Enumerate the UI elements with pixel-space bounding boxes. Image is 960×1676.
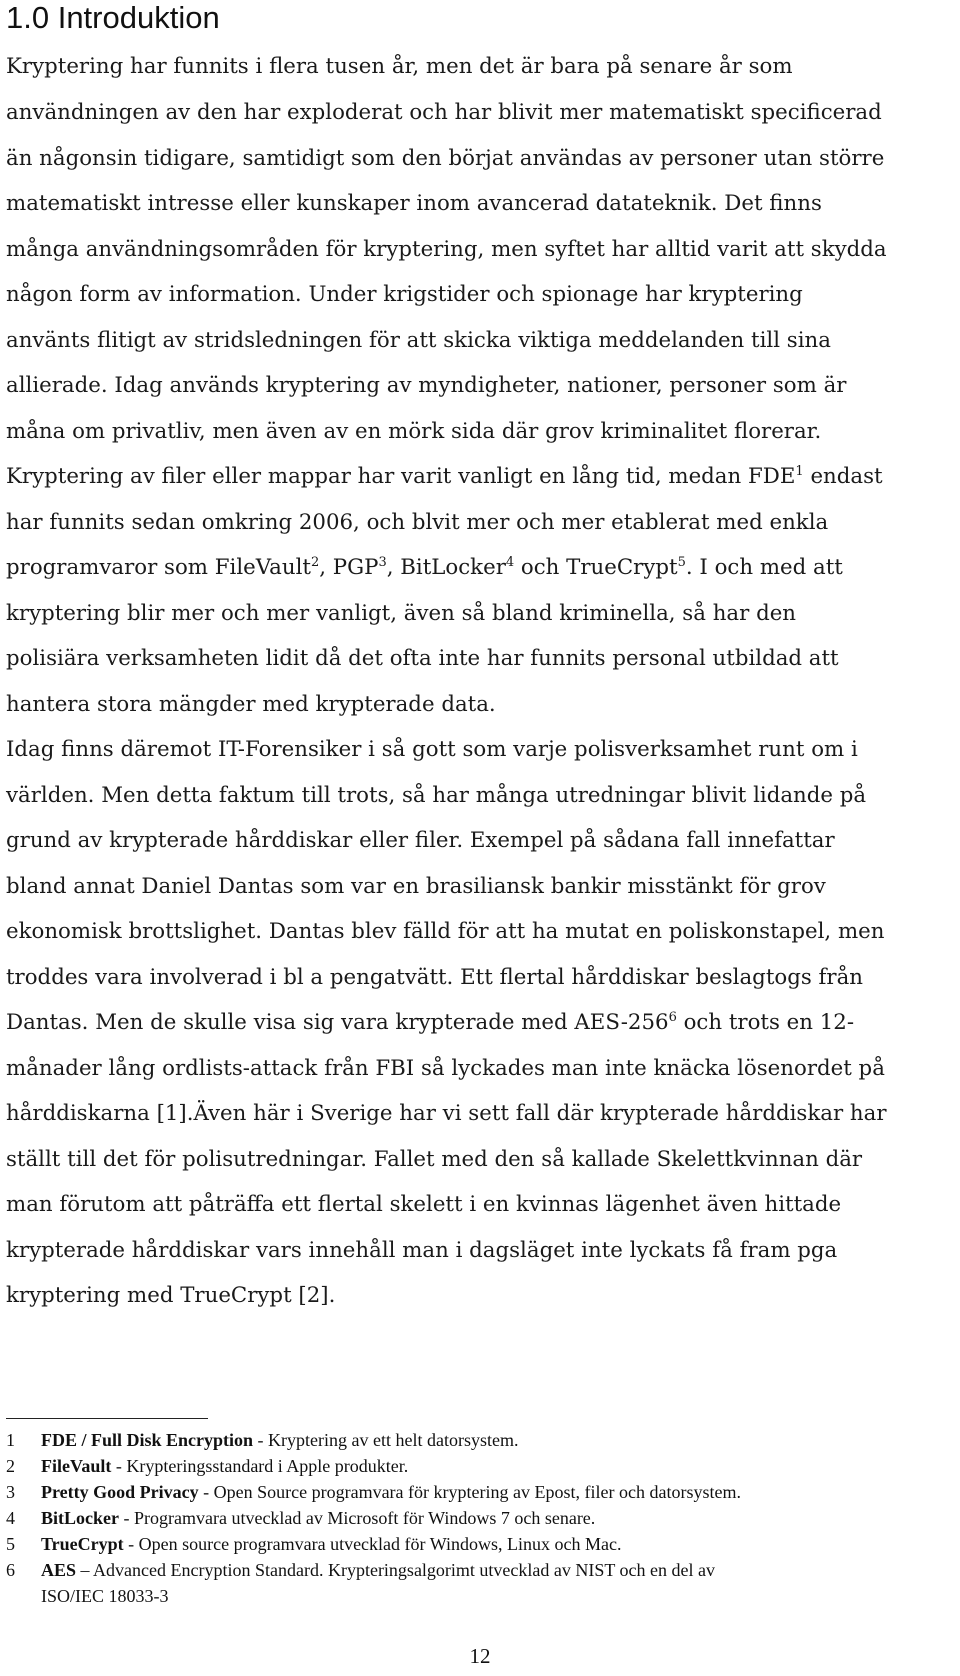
footnote-ref: 2 — [310, 554, 320, 570]
body-text: . I och med att — [685, 555, 843, 580]
body-line: hårddiskarna [1].Även här i Sverige har vi sett fall där krypterade hårddiskar har — [6, 1101, 887, 1126]
footnote-ref: 1 — [795, 463, 804, 479]
footnote-text: - Open Source programvara för kryptering av Epost, filer och datorsystem. — [198, 1482, 741, 1502]
body-text: endast — [803, 464, 883, 489]
body-line: kryptering blir mer och mer vanligt, även så bland kriminella, så har den — [6, 601, 797, 626]
body-text: Dantas. Men de skulle visa sig vara krypterade med AES-256 — [6, 1010, 669, 1035]
footnote-term: FDE / Full Disk Encryption — [41, 1430, 254, 1450]
footnote-ref: 5 — [677, 554, 686, 570]
body-line: ställt till det för polisutredningar. Fallet med den så kallade Skelettkvinnan där — [6, 1147, 863, 1172]
section-heading: 1.0 Introduktion — [6, 0, 220, 35]
body-line: grund av krypterade hårddiskar eller filer. Exempel på sådana fall innefattar — [6, 828, 835, 853]
body-line: polisiära verksamheten lidit då det ofta inte har funnits personal utbildad att — [6, 646, 839, 671]
body-text: Kryptering av filer eller mappar har varit vanligt en lång tid, medan FDE — [6, 464, 796, 489]
footnote-ref: 6 — [668, 1009, 677, 1025]
body-text: och trots en 12- — [676, 1010, 855, 1035]
body-line: allierade. Idag används kryptering av myndigheter, nationer, personer som är — [6, 373, 847, 398]
footnote-term: AES — [41, 1560, 77, 1580]
body-line: någon form av information. Under krigstider och spionage har kryptering — [6, 282, 803, 307]
body-line: Kryptering har funnits i flera tusen år, men det är bara på senare år som — [6, 54, 793, 79]
body-line — [6, 462, 883, 492]
footnote-term: BitLocker — [41, 1508, 119, 1528]
footnote-number: 3 — [6, 1482, 15, 1502]
footnote-separator — [6, 1418, 208, 1419]
footnote-number: 4 — [6, 1508, 15, 1528]
footnote-text: - Open source programvara utvecklad för Windows, Linux och Mac. — [123, 1534, 622, 1554]
body-line: troddes vara involverad i bl a pengatvätt. Ett flertal hårddiskar beslagtogs från — [6, 965, 864, 990]
body-line: har funnits sedan omkring 2006, och blvit mer och mer etablerat med enkla — [6, 510, 829, 535]
body-line: månader lång ordlists-attack från FBI så lyckades man inte knäcka lösenordet på — [6, 1056, 885, 1081]
footnote-number: 1 — [6, 1430, 15, 1450]
body-line: använts flitigt av stridsledningen för att skicka viktiga meddelanden till sina — [6, 328, 831, 353]
body-text: , PGP — [319, 555, 379, 580]
body-text: programvaror som FileVault — [6, 555, 311, 580]
body-line: krypterade hårddiskar vars innehåll man i dagsläget inte lyckats få fram pga — [6, 1238, 838, 1263]
footnote-continuation: ISO/IEC 18033-3 — [41, 1586, 169, 1606]
body-line: hantera stora mängder med krypterade data. — [6, 692, 496, 717]
body-line — [6, 1008, 854, 1038]
footnote-term: TrueCrypt — [41, 1534, 124, 1554]
footnote-ref: 4 — [505, 554, 515, 570]
footnote-text: – Advanced Encryption Standard. Krypteringsalgorimt utvecklad av NIST och en del av — [76, 1560, 716, 1580]
body-line: Idag finns däremot IT-Forensiker i så gott som varje polisverksamhet runt om i — [6, 737, 858, 762]
body-line: världen. Men detta faktum till trots, så har många utredningar blivit lidande på — [6, 783, 867, 808]
body-text: och TrueCrypt — [514, 555, 678, 580]
page-number: 12 — [469, 1644, 491, 1668]
body-line: ekonomisk brottslighet. Dantas blev fälld för att ha mutat en poliskonstapel, men — [6, 919, 885, 944]
footnote-text: - Kryptering av ett helt datorsystem. — [253, 1430, 519, 1450]
footnote-number: 5 — [6, 1534, 15, 1554]
body-line: kryptering med TrueCrypt [2]. — [6, 1283, 336, 1308]
body-line: man förutom att påträffa ett flertal skelett i en kvinnas lägenhet även hittade — [6, 1192, 842, 1217]
body-line: måna om privatliv, men även av en mörk sida där grov kriminalitet florerar. — [6, 419, 822, 444]
footnote-text: - Programvara utvecklad av Microsoft för Windows 7 och senare. — [119, 1508, 596, 1528]
body-line — [6, 553, 843, 583]
footnote-number: 6 — [6, 1560, 15, 1580]
body-line: än någonsin tidigare, samtidigt som den börjat användas av personer utan större — [6, 146, 885, 171]
footnote-number: 2 — [6, 1456, 15, 1476]
body-text: , BitLocker — [386, 555, 506, 580]
footnote-text: - Krypteringsstandard i Apple produkter. — [111, 1456, 409, 1476]
body-line: bland annat Daniel Dantas som var en brasiliansk bankir misstänkt för grov — [6, 874, 826, 899]
footnote-ref: 3 — [378, 554, 387, 570]
body-line: många användningsområden för kryptering, men syftet har alltid varit att skydda — [6, 237, 887, 262]
body-line: matematiskt intresse eller kunskaper inom avancerad datateknik. Det finns — [6, 191, 822, 216]
body-line: användningen av den har exploderat och har blivit mer matematiskt specificerad — [6, 100, 882, 125]
footnote-term: FileVault — [41, 1456, 112, 1476]
footnote-term: Pretty Good Privacy — [41, 1482, 199, 1502]
